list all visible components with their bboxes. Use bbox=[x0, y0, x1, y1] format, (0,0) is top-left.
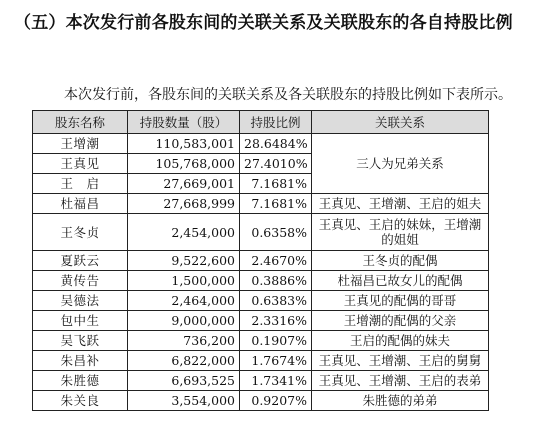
cell-name: 夏跃云 bbox=[33, 251, 128, 271]
table-row bbox=[33, 291, 489, 311]
cell-relation: 朱胜德的弟弟 bbox=[312, 391, 489, 411]
cell-name: 朱昌补 bbox=[33, 351, 128, 371]
cell-relation: 王增潮的配偶的父亲 bbox=[312, 311, 489, 331]
cell-relation: 王真见、王增潮、王启的姐夫 bbox=[312, 194, 489, 214]
cell-ratio: 1.7341% bbox=[240, 371, 312, 391]
cell-shares: 105,768,000 bbox=[128, 154, 240, 174]
cell-ratio: 2.3316% bbox=[240, 311, 312, 331]
cell-ratio: 0.9207% bbox=[240, 391, 312, 411]
header-shares: 持股数量（股） bbox=[128, 111, 240, 134]
table-row bbox=[33, 391, 489, 411]
cell-shares: 6,822,000 bbox=[128, 351, 240, 371]
cell-ratio: 0.6383% bbox=[240, 291, 312, 311]
cell-name: 杜福昌 bbox=[33, 194, 128, 214]
cell-shares: 1,500,000 bbox=[128, 271, 240, 291]
cell-ratio: 28.6484% bbox=[240, 134, 312, 154]
section-heading: （五）本次发行前各股东间的关联关系及关联股东的各自持股比例 bbox=[14, 13, 513, 33]
cell-shares: 2,464,000 bbox=[128, 291, 240, 311]
cell-name: 朱关良 bbox=[33, 391, 128, 411]
cell-name: 王冬贞 bbox=[33, 214, 128, 251]
cell-relation: 王启的配偶的妹夫 bbox=[312, 331, 489, 351]
header-relation: 关联关系 bbox=[312, 111, 489, 134]
cell-ratio: 0.6358% bbox=[240, 214, 312, 251]
table-row bbox=[33, 311, 489, 331]
table-row bbox=[33, 351, 489, 371]
cell-ratio: 1.7674% bbox=[240, 351, 312, 371]
table-row bbox=[33, 371, 489, 391]
cell-shares: 9,000,000 bbox=[128, 311, 240, 331]
table-row bbox=[33, 214, 489, 251]
cell-relation: 王真见、王增潮、王启的表弟 bbox=[312, 371, 489, 391]
cell-name: 吴飞跃 bbox=[33, 331, 128, 351]
table-header-row bbox=[33, 111, 489, 134]
cell-shares: 6,693,525 bbox=[128, 371, 240, 391]
cell-shares: 27,669,001 bbox=[128, 174, 240, 194]
cell-relation: 王真见、王增潮、王启的舅舅 bbox=[312, 351, 489, 371]
cell-shares: 9,522,600 bbox=[128, 251, 240, 271]
cell-relation: 王冬贞的配偶 bbox=[312, 251, 489, 271]
cell-ratio: 7.1681% bbox=[240, 174, 312, 194]
cell-shares: 3,554,000 bbox=[128, 391, 240, 411]
table-row bbox=[33, 194, 489, 214]
cell-relation: 王真见的配偶的哥哥 bbox=[312, 291, 489, 311]
cell-shares: 27,668,999 bbox=[128, 194, 240, 214]
header-name: 股东名称 bbox=[33, 111, 128, 134]
cell-name: 朱胜德 bbox=[33, 371, 128, 391]
cell-shares: 110,583,001 bbox=[128, 134, 240, 154]
shareholder-table bbox=[32, 110, 489, 411]
table-row bbox=[33, 331, 489, 351]
intro-paragraph: 本次发行前，各股东间的关联关系及各关联股东的持股比例如下表所示。 bbox=[64, 87, 512, 103]
cell-name: 王真见 bbox=[33, 154, 128, 174]
cell-ratio: 27.4010% bbox=[240, 154, 312, 174]
cell-relation-merged: 三人为兄弟关系 bbox=[312, 134, 489, 194]
table-row bbox=[33, 271, 489, 291]
table-row bbox=[33, 134, 489, 154]
cell-ratio: 7.1681% bbox=[240, 194, 312, 214]
cell-ratio: 0.3886% bbox=[240, 271, 312, 291]
cell-name: 吴德法 bbox=[33, 291, 128, 311]
cell-shares: 736,200 bbox=[128, 331, 240, 351]
cell-name: 包中生 bbox=[33, 311, 128, 331]
cell-relation: 杜福昌已故女儿的配偶 bbox=[312, 271, 489, 291]
cell-relation: 王真见、王启的妹妹，王增潮的姐姐 bbox=[312, 214, 489, 251]
table-row bbox=[33, 251, 489, 271]
cell-name: 王 启 bbox=[33, 174, 128, 194]
cell-ratio: 0.1907% bbox=[240, 331, 312, 351]
cell-shares: 2,454,000 bbox=[128, 214, 240, 251]
cell-ratio: 2.4670% bbox=[240, 251, 312, 271]
header-ratio: 持股比例 bbox=[240, 111, 312, 134]
cell-name: 黄传告 bbox=[33, 271, 128, 291]
cell-name: 王增潮 bbox=[33, 134, 128, 154]
